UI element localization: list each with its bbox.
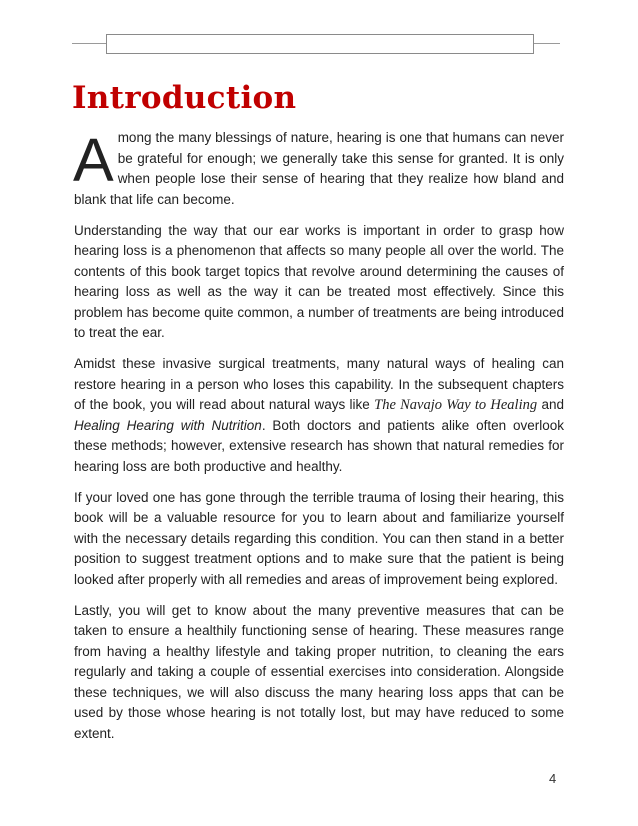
- page-number: 4: [549, 771, 557, 786]
- paragraph-1: [74, 128, 564, 210]
- body-text: [74, 128, 564, 755]
- paragraph-3-part-a: Amidst these invasive surgical treatments, many natural ways of healing can restore hearing in a person who loses this capability. In the subsequent chapters of the book, you will read about natural ways like: [74, 356, 564, 412]
- paragraph-3-part-b: and: [537, 397, 564, 412]
- paragraph-4: If your loved one has gone through the terrible trauma of losing their hearing, this book will be a valuable resource for you to learn about and familiarize yourself with the necessary details regarding this condition. You can then stand in a better position to suggest treatment options and to make sure that the patient is being looked after properly with all remedies and areas of improvement being explored.: [74, 489, 564, 587]
- header-box: [106, 34, 534, 54]
- reference-healing-hearing: Healing Hearing with Nutrition: [74, 417, 262, 433]
- paragraph-3: [74, 354, 564, 477]
- paragraph-1-text: mong the many blessings of nature, hearing is one that humans can never be grateful for enough; we generally take this sense for granted. It is only when people lose their sense of hearing that they realize how bland and blank that life can become.: [74, 130, 564, 207]
- paragraph-2: Understanding the way that our ear works is important in order to grasp how hearing loss is a phenomenon that affects so many people all over the world. The contents of this book target topics that revolve around determining the causes of hearing loss as well as the way it can be treated most effectively. Since this problem has become quite common, a number of treatments are being introduced to treat the ear.: [74, 222, 564, 340]
- paragraph-5: Lastly, you will get to know about the many preventive measures that can be taken to ensure a healthily functioning sense of hearing. These measures range from having a healthy lifestyle and taking proper nutrition, to cleaning the ears regularly and taking a couple of essential exercises into consideration. Alongside these techniques, we will also discuss the many hearing loss apps that can be used by those whose hearing is not totally lost, but may have reduced to some extent.: [74, 602, 564, 741]
- page-title: Introduction: [72, 80, 297, 116]
- reference-navajo-way: The Navajo Way to Healing: [374, 397, 538, 413]
- paragraph-3-part-c: . Both doctors and patients alike often overlook these methods; however, extensive research has shown that natural remedies for hearing loss are both productive and healthy.: [74, 417, 564, 474]
- drop-cap: A: [73, 126, 114, 194]
